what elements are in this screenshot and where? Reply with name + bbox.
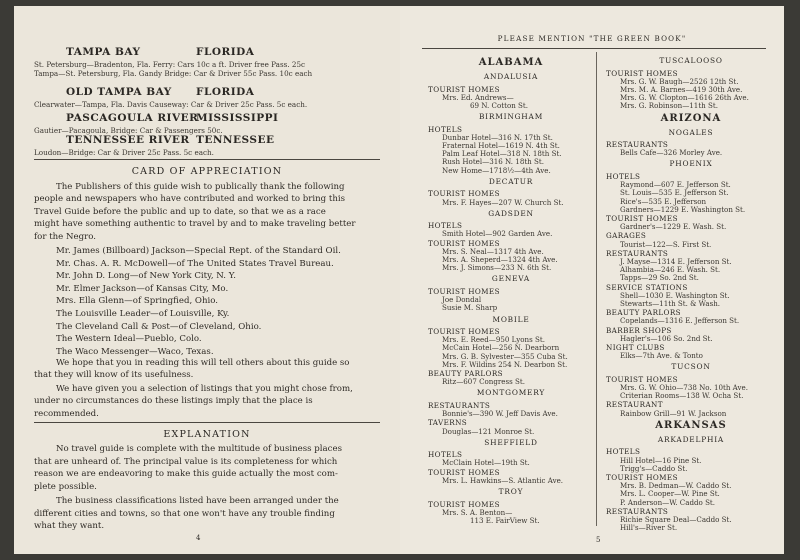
column-divider [596, 52, 597, 526]
paragraph-line: plete possible. [34, 481, 97, 492]
listing-entry: Mrs. L. Cooper—W. Pine St. [620, 489, 720, 499]
acknowledgment-entry: The Cleveland Call & Post—of Cleveland, Ohio. [56, 321, 262, 332]
bridge-detail: Loudon—Bridge: Car & Driver 25c Pass. 5c each. [34, 148, 214, 157]
right-page [400, 6, 784, 554]
city-heading: DECATUR [488, 176, 534, 186]
bridge-heading [66, 134, 275, 146]
listing-entry: Rush Hotel—316 N. 18th St. [442, 157, 544, 167]
category-label: SERVICE STATIONS [606, 282, 688, 292]
city-heading: TUCSON [671, 362, 711, 372]
city-heading: TROY [498, 487, 524, 496]
category-label: RESTAURANTS [606, 506, 669, 516]
state-heading: ARIZONA [660, 112, 722, 124]
listing-entry: Mrs. G. W. Baugh—2526 12th St. [620, 76, 739, 86]
bridge-detail: Gautier—Pacagoula, Bridge: Car & Passengers 50c. [34, 126, 223, 135]
listing-entry: Mrs. G. W. Ohio—738 No. 10th Ave. [620, 383, 748, 392]
bridge-heading [66, 86, 255, 98]
acknowledgment-entry: Mr. John D. Long—of New York City, N. Y. [56, 271, 237, 282]
listing-entry: Hagler's—106 So. 2nd St. [620, 333, 713, 343]
category-label: HOTELS [428, 450, 463, 460]
divider [34, 159, 380, 160]
city-heading: GADSDEN [488, 208, 534, 218]
bridge-state: MISSISSIPPI [196, 112, 279, 124]
category-label: TOURIST HOMES [606, 472, 678, 482]
city-heading: ANDALUSIA [483, 72, 539, 81]
paragraph-line: different cities and towns, so that one won't have any trouble finding [34, 508, 335, 519]
category-label: TOURIST HOMES [606, 374, 678, 384]
listing-entry: St. Louis—535 E. Jefferson St. [620, 188, 729, 198]
listing-entry: Hill's—River St. [620, 523, 678, 533]
listing-entry: Mrs. F. Wildins 254 N. Dearbon St. [442, 359, 568, 369]
listing-entry: McCain Hotel—256 N. Dearborn [442, 343, 560, 353]
acknowledgment-entry: Mrs. Ella Glenn—of Springfied, Ohio. [56, 296, 219, 307]
listing-entry: Elks—7th Ave. & Tonto [620, 351, 703, 361]
paragraph-line: people and newspapers who have contributed and worked to bring this [34, 194, 346, 205]
state-heading: ARKANSAS [655, 419, 727, 431]
listing-entry: Richie Square Deal—Caddo St. [620, 514, 732, 524]
listing-entry: Mrs. J. Simons—233 N. 6th St. [442, 263, 552, 273]
listing-entry: Bells Cafe—326 Morley Ave. [620, 148, 723, 158]
category-label: HOTELS [428, 221, 463, 231]
category-label: BARBER SHOPS [606, 325, 672, 335]
paragraph-line: might have something authentic to travel by and to make traveling better [34, 219, 356, 230]
listing-entry: Mrs. F. Hayes—207 W. Church St. [442, 197, 564, 207]
category-label: RESTAURANTS [606, 140, 669, 149]
city-heading: MOBILE [492, 314, 530, 324]
category-label: RESTAURANTS [428, 400, 491, 410]
running-head: PLEASE MENTION "THE GREEN BOOK" [497, 34, 687, 43]
listing-entry: Smith Hotel—902 Garden Ave. [442, 229, 553, 239]
bridge-place: TAMPA BAY [66, 46, 141, 58]
category-label: TOURIST HOMES [428, 499, 500, 509]
paragraph-line: reason we are endeavoring to make this guide actually the most com- [34, 469, 338, 480]
category-label: TOURIST HOMES [428, 84, 500, 94]
category-label: RESTAURANT [606, 400, 663, 410]
paragraph-line: The Publishers of this guide wish to publically thank the following [56, 182, 345, 192]
listing-entry: Mrs. S. A. Benton— [442, 507, 513, 517]
city-heading: PHOENIX [669, 159, 713, 169]
city-heading: BIRMINGHAM [478, 112, 544, 122]
bridge-heading [66, 112, 279, 124]
listing-entry: Mrs. M. A. Barnes—419 30th Ave. [620, 84, 743, 94]
listing-entry: Palm Leaf Hotel—318 N. 18th St. [442, 149, 562, 159]
bridge-place: TENNESSEE RIVER [66, 134, 190, 146]
city-heading: GENEVA [491, 274, 531, 284]
acknowledgment-entry: Mr. Chas. A. R. McDowell—of The United States Travel Bureau. [56, 258, 334, 269]
city-heading: TUSCALOOSO [659, 56, 723, 65]
bridge-state: FLORIDA [196, 46, 255, 58]
bridge-detail: Tampa—St. Petersburg, Fla. Gandy Bridge: Car & Driver 55c Pass. 10c each [34, 69, 313, 78]
category-label: TAVERNS [428, 418, 468, 428]
bridge-place: OLD TAMPA BAY [66, 86, 172, 98]
listing-entry: Tourist—122—S. First St. [620, 239, 712, 249]
listing-entry: Gardners—1229 E. Washington St. [620, 204, 746, 214]
section-title: CARD OF APPRECIATION [131, 166, 283, 177]
category-label: HOTELS [606, 171, 641, 181]
city-heading: MONTGOMERY [476, 388, 546, 398]
acknowledgment-entry: Mr. Elmer Jackson—of Kansas City, Mo. [56, 283, 229, 294]
listing-entry: Mrs. G. W. Clopton—1616 26th Ave. [620, 93, 749, 103]
city-heading: SHEFFIELD [484, 437, 538, 447]
listing-entry: Alhambia—246 E. Wash. St. [620, 265, 721, 275]
listing-entry: Bonnie's—390 W. Jeff Davis Ave. [442, 409, 558, 419]
category-label: BEAUTY PARLORS [428, 369, 503, 378]
listing-entry: Rainbow Grill—91 W. Jackson [620, 408, 727, 418]
category-label: TOURIST HOMES [606, 68, 678, 78]
listing-entry: Susie M. Sharp [442, 303, 498, 313]
listing-entry: Trigg's—Caddo St. [620, 463, 688, 473]
paragraph-line: No travel guide is complete with the multitude of business places [56, 444, 342, 454]
city-heading: ARKADELPHIA [657, 434, 725, 444]
header-rule [422, 48, 766, 49]
bridge-state: TENNESSEE [196, 134, 275, 146]
acknowledgment-entry: The Waco Messenger—Waco, Texas. [56, 346, 214, 357]
bridge-detail: Clearwater—Tampa, Fla. Davis Causeway: Car & Driver 25c Pass. 5c each. [34, 100, 308, 109]
divider [34, 422, 380, 423]
category-label: RESTAURANTS [606, 248, 669, 258]
listing-entry: Copelands—1316 E. Jefferson St. [620, 316, 740, 326]
listing-entry: Mrs. Ed. Andrews— [442, 92, 514, 102]
listing-entry: Gardner's—1229 E. Wash. St. [620, 222, 727, 232]
paragraph-line: under no circumstances do these listings imply that the place is [34, 396, 313, 407]
listing-entry: Mrs. G. B. Sylvester—355 Cuba St. [442, 351, 568, 361]
listing-entry: Fraternal Hotel—1619 N. 4th St. [442, 141, 560, 150]
category-label: TOURIST HOMES [606, 213, 678, 223]
state-heading: ALABAMA [478, 57, 544, 68]
listing-entry: Hill Hotel—16 Pine St. [620, 455, 702, 465]
bridge-detail: St. Petersburg—Bradenton, Fla. Ferry: Cars 10c a ft. Driver free Pass. 25c [34, 60, 306, 69]
listing-entry-continued: 69 N. Cotton St. [470, 100, 529, 110]
listing-entry: Ritz—607 Congress St. [442, 377, 525, 387]
category-label: TOURIST HOMES [428, 238, 500, 248]
category-label: BEAUTY PARLORS [606, 308, 681, 318]
category-label: TOURIST HOMES [428, 286, 500, 296]
category-label: GARAGES [606, 231, 647, 241]
category-label: HOTELS [606, 447, 641, 457]
paragraph-line: We have given you a selection of listings that you might chose from, [56, 384, 353, 394]
listing-entry: Mrs. L. Hawkins—S. Atlantic Ave. [442, 475, 564, 485]
paragraph-line: The business classifications listed have been arranged under the [56, 496, 339, 506]
listing-entry: Criterian Rooms—138 W. Ocha St. [620, 391, 744, 401]
listing-entry: Stewarts—11th St. & Wash. [620, 298, 721, 308]
category-label: TOURIST HOMES [428, 189, 500, 199]
listing-entry: Joe Dondal [442, 295, 482, 305]
paragraph-line: for the Negro. [34, 231, 96, 242]
listing-entry-continued: 113 E. FairView St. [470, 515, 540, 525]
category-label: HOTELS [428, 124, 463, 134]
listing-entry: McClain Hotel—19th St. [442, 458, 530, 468]
acknowledgment-entry: The Louisville Leader—of Louisville, Ky. [56, 309, 230, 319]
paragraph-line: recommended. [34, 408, 99, 419]
listing-entry: Douglas—121 Monroe St. [442, 426, 535, 436]
listing-entry: New Home—1718½—4th Ave. [442, 165, 551, 175]
bridge-state: FLORIDA [196, 86, 255, 98]
listing-entry: Mrs. B. Dedman—W. Caddo St. [620, 481, 732, 491]
paragraph-line: that they will know of its usefulness. [34, 370, 194, 381]
listing-entry: Mrs. E. Reed—950 Lyons St. [442, 335, 545, 345]
listing-entry: Rice's—535 E. Jefferson [620, 196, 707, 206]
left-page [14, 6, 401, 554]
listing-entry: Mrs. A. Sheperd—1324 4th Ave. [442, 255, 558, 264]
listing-entry: Mrs. S. Neal—1317 4th Ave. [442, 246, 544, 256]
listing-entry: P. Anderson—W. Caddo St. [620, 497, 716, 507]
acknowledgment-entry: Mr. James (Billboard) Jackson—Special Rept. of the Standard Oil. [56, 246, 341, 256]
listing-entry: Raymond—607 E. Jefferson St. [620, 180, 731, 190]
category-label: NIGHT CLUBS [606, 342, 665, 352]
listing-entry: Tapps—29 So. 2nd St. [620, 273, 699, 283]
city-heading: NOGALES [668, 127, 714, 137]
acknowledgment-entry: The Western Ideal—Pueblo, Colo. [56, 334, 202, 345]
paragraph-line: We hope that you in reading this will tell others about this guide so [56, 358, 350, 368]
paragraph-line: what they want. [34, 521, 105, 532]
listing-entry: Shell—1030 E. Washington St. [620, 290, 730, 300]
page-number-right: 5 [596, 536, 601, 544]
listing-entry: Mrs. G. Robinson—11th St. [620, 101, 718, 111]
page-number-left: 4 [196, 534, 201, 542]
bridge-heading [66, 46, 255, 58]
listing-entry: Dunbar Hotel—316 N. 17th St. [442, 132, 553, 142]
category-label: TOURIST HOMES [428, 467, 500, 477]
category-label: TOURIST HOMES [428, 327, 500, 336]
paragraph-line: Travel Guide before the public and up to date, so that we as a race [34, 206, 326, 217]
bridge-place: PASCAGOULA RIVER [66, 112, 199, 124]
listing-entry: J. Mayse—1314 E. Jefferson St. [620, 256, 732, 266]
paragraph-line: that are unheard of. The principal value is its completeness for which [34, 456, 338, 467]
section-title: EXPLANATION [163, 429, 251, 440]
